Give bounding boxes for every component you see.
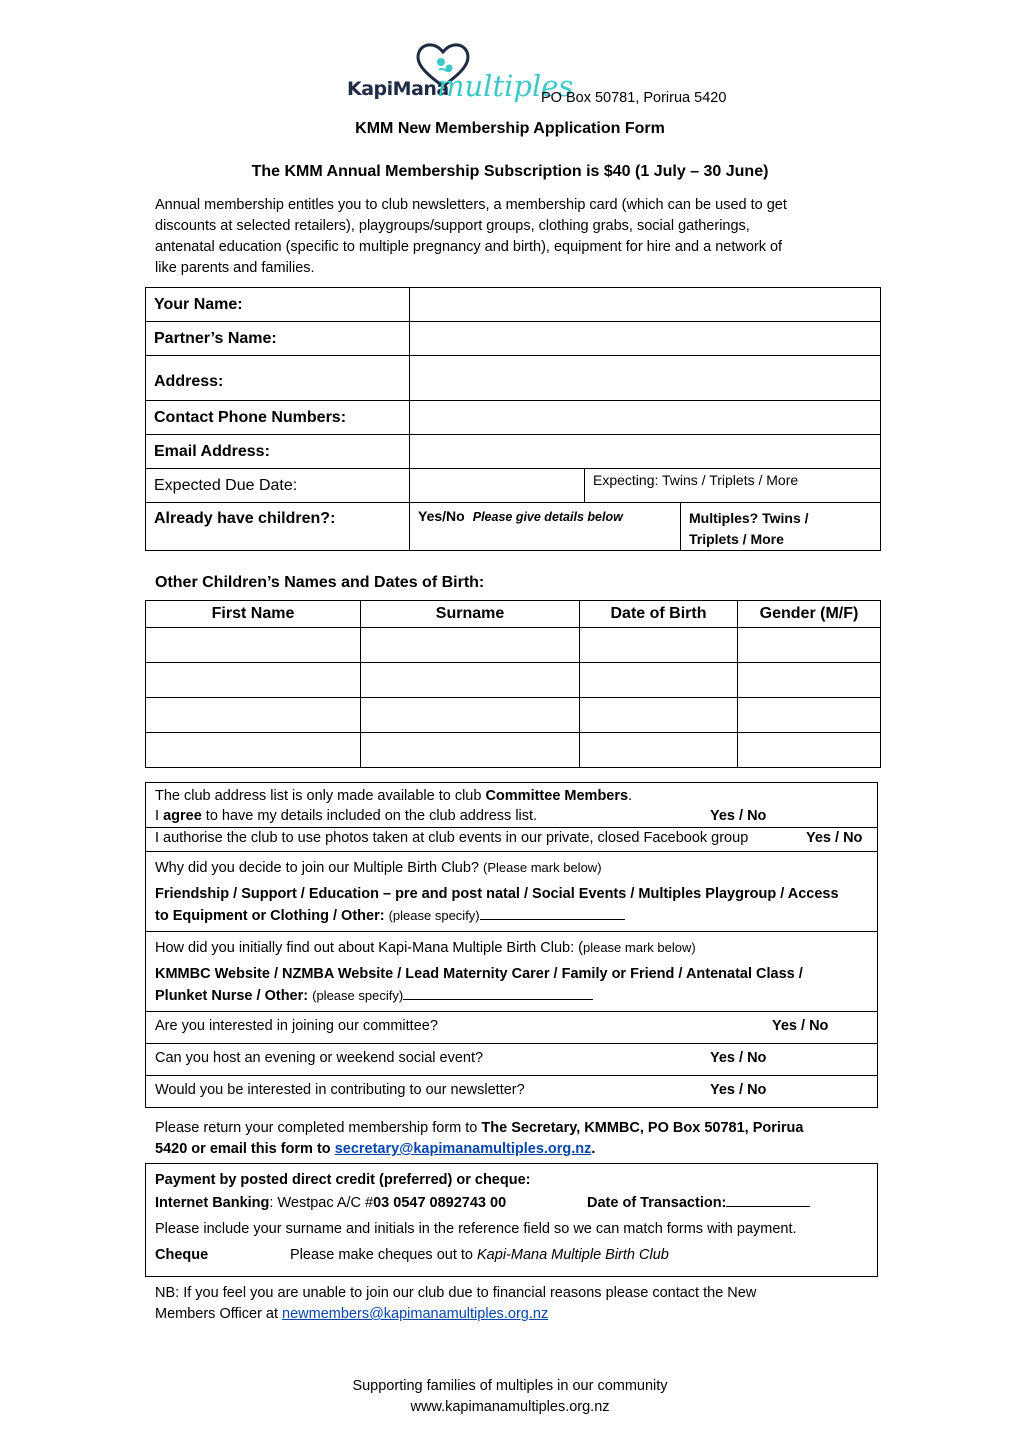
payment-heading: Payment by posted direct credit (preferred) or cheque: <box>155 1172 531 1188</box>
cell-input[interactable] <box>580 733 738 768</box>
your-name-field[interactable] <box>410 288 881 322</box>
children-yesno-text: Yes/No <box>418 508 465 524</box>
cell-input[interactable] <box>361 628 580 663</box>
due-date-text: Expected Due Date: <box>154 476 298 494</box>
column-header: Gender (M/F) <box>738 601 881 628</box>
host-event-row <box>146 1044 877 1076</box>
cell-input[interactable] <box>361 733 580 768</box>
cheque-label: Cheque <box>155 1247 209 1263</box>
expecting-option[interactable]: Expecting: Twins / Triplets / More <box>585 469 881 503</box>
why-join-row <box>146 852 877 932</box>
why-join-options-2[interactable] <box>155 905 868 927</box>
text: 5420 or email this form to <box>155 1141 335 1157</box>
text: (Please mark below) <box>483 860 602 875</box>
column-header: Date of Birth <box>580 601 738 628</box>
email-field[interactable] <box>410 435 881 469</box>
intro-line: Annual membership entitles you to club newsletters, a membership card (which can be used to get <box>155 197 787 213</box>
subscription-title: The KMM Annual Membership Subscription is $40 (1 July – 30 June) <box>251 163 769 180</box>
text: The club address list is only made available to club <box>155 788 486 804</box>
cell-input[interactable] <box>146 628 361 663</box>
account-number: 03 0547 0892743 00 <box>373 1195 507 1211</box>
host-event-yes-no[interactable]: Yes / No <box>710 1050 767 1066</box>
email-label: Email Address: <box>146 435 410 469</box>
children-table <box>145 600 881 768</box>
committee-row <box>146 1012 877 1044</box>
partner-name-label: Partner’s Name: <box>146 322 410 356</box>
transaction-date <box>587 1190 810 1216</box>
children-heading: Other Children’s Names and Dates of Birth: <box>155 574 485 591</box>
photos-row <box>146 828 877 852</box>
cell-input[interactable] <box>580 698 738 733</box>
column-header: Surname <box>361 601 580 628</box>
agree-word: agree <box>163 808 202 824</box>
form-title: KMM New Membership Application Form <box>355 120 665 137</box>
multiples-line: Multiples? Twins / <box>689 510 809 526</box>
children-yesno[interactable] <box>410 503 681 551</box>
text: Please return your completed membership form to <box>155 1120 482 1136</box>
secretary-email-link[interactable]: secretary@kapimanamultiples.org.nz <box>334 1141 592 1157</box>
text: Please make cheques out to <box>290 1247 478 1263</box>
internet-banking-line <box>155 1190 868 1216</box>
return-line <box>155 1139 803 1160</box>
children-header-row <box>146 601 881 628</box>
how-found-options[interactable]: KMMBC Website / NZMBA Website / Lead Maternity Carer / Family or Friend / Antenatal Class / <box>155 966 803 982</box>
table-row <box>146 628 881 663</box>
cheque-payee: Kapi-Mana Multiple Birth Club <box>477 1247 669 1263</box>
due-date-label <box>146 469 410 503</box>
logo <box>345 40 574 108</box>
cell-input[interactable] <box>580 628 738 663</box>
table-row <box>146 663 881 698</box>
header-address: PO Box 50781, Porirua 5420 <box>541 90 727 106</box>
text: : Westpac A/C # <box>269 1195 374 1211</box>
intro-line: like parents and families. <box>155 260 315 276</box>
cell-input[interactable] <box>361 663 580 698</box>
specify-line[interactable] <box>480 919 625 920</box>
how-found-options-2[interactable] <box>155 985 868 1007</box>
intro-line: discounts at selected retailers), playgroups/support groups, clothing grabs, social gatherings, <box>155 218 750 234</box>
cell-input[interactable] <box>738 628 881 663</box>
reference-line: Please include your surname and initials in the reference field so we can match forms with payment. <box>155 1221 797 1237</box>
partner-name-field[interactable] <box>410 322 881 356</box>
cell-input[interactable] <box>738 733 881 768</box>
newmembers-email-link[interactable]: newmembers@kapimanamultiples.org.nz <box>282 1306 549 1322</box>
nb-line: NB: If you feel you are unable to join our club due to financial reasons please contact the New <box>155 1285 757 1301</box>
secretary-address: The Secretary, KMMBC, PO Box 50781, Porirua <box>481 1120 804 1136</box>
address-list-text <box>155 786 868 806</box>
table-row <box>146 733 881 768</box>
committee-members: Committee Members <box>485 788 629 804</box>
text: How did you initially find out about Kapi-Mana Multiple Birth Club: ( <box>155 940 583 956</box>
why-join-question <box>155 857 868 879</box>
address-list-row <box>146 783 877 828</box>
return-instructions <box>155 1118 803 1160</box>
due-date-field[interactable] <box>410 469 585 503</box>
children-hint: Please give details below <box>472 510 623 524</box>
specify-line[interactable] <box>403 999 593 1000</box>
text: Why did you decide to join our Multiple Birth Club? <box>155 860 484 876</box>
phone-field[interactable] <box>410 401 881 435</box>
footer-website: www.kapimanamultiples.org.nz <box>410 1399 610 1415</box>
committee-text: Are you interested in joining our committee? <box>155 1018 438 1034</box>
cell-input[interactable] <box>146 698 361 733</box>
cell-input[interactable] <box>146 733 361 768</box>
cell-input[interactable] <box>738 663 881 698</box>
logo-multiples: multiples <box>437 69 574 103</box>
host-event-text: Can you host an evening or weekend social event? <box>155 1050 484 1066</box>
address-list-yes-no[interactable]: Yes / No <box>710 808 767 824</box>
phone-label: Contact Phone Numbers: <box>146 401 410 435</box>
photos-yes-no[interactable]: Yes / No <box>806 830 863 846</box>
cell-input[interactable] <box>146 663 361 698</box>
text: . <box>628 788 633 804</box>
cell-input[interactable] <box>580 663 738 698</box>
questions-box <box>145 782 878 1108</box>
address-field[interactable] <box>410 356 881 401</box>
date-line[interactable] <box>726 1206 810 1207</box>
how-found-question <box>155 937 868 959</box>
text: to have my details included on the club address list. <box>201 808 538 824</box>
text: please mark below) <box>582 940 696 955</box>
return-line <box>155 1118 803 1139</box>
why-join-options[interactable]: Friendship / Support / Education – pre and post natal / Social Events / Multiples Playgroup / Access <box>155 886 839 902</box>
intro-line: antenatal education (specific to multiple pregnancy and birth), equipment for hire and a network of <box>155 239 783 255</box>
text: Plunket Nurse / Other: <box>155 988 313 1004</box>
payment-box <box>145 1163 878 1277</box>
date-label: Date of Transaction: <box>587 1195 727 1211</box>
cheque-line <box>155 1242 868 1268</box>
how-found-row <box>146 932 877 1012</box>
photos-text: I authorise the club to use photos taken at club events in our private, closed Facebook group <box>155 830 749 846</box>
column-header: First Name <box>146 601 361 628</box>
newsletter-text: Would you be interested in contributing to our newsletter? <box>155 1082 525 1098</box>
address-label: Address: <box>146 356 410 401</box>
footer-tagline: Supporting families of multiples in our community <box>352 1378 668 1394</box>
member-details-table <box>145 287 881 551</box>
children-label: Already have children?: <box>146 503 410 551</box>
internet-banking-label: Internet Banking <box>155 1195 270 1211</box>
multiples-option[interactable] <box>681 503 881 551</box>
text: (please specify) <box>312 988 404 1003</box>
your-name-label: Your Name: <box>146 288 410 322</box>
intro-paragraph <box>155 195 787 279</box>
nb-note <box>155 1283 756 1325</box>
table-row <box>146 698 881 733</box>
multiples-line: Triplets / More <box>689 531 784 547</box>
newsletter-yes-no[interactable]: Yes / No <box>710 1082 767 1098</box>
text: Members Officer at <box>155 1306 283 1322</box>
committee-yes-no[interactable]: Yes / No <box>772 1018 829 1034</box>
text: (please specify) <box>388 908 480 923</box>
text: to Equipment or Clothing / Other: <box>155 908 389 924</box>
cell-input[interactable] <box>361 698 580 733</box>
logo-kapimana: KapiMana <box>347 78 449 100</box>
text: . <box>591 1141 596 1157</box>
text: I <box>155 808 164 824</box>
cell-input[interactable] <box>738 698 881 733</box>
nb-line <box>155 1304 756 1325</box>
newsletter-row <box>146 1076 877 1107</box>
